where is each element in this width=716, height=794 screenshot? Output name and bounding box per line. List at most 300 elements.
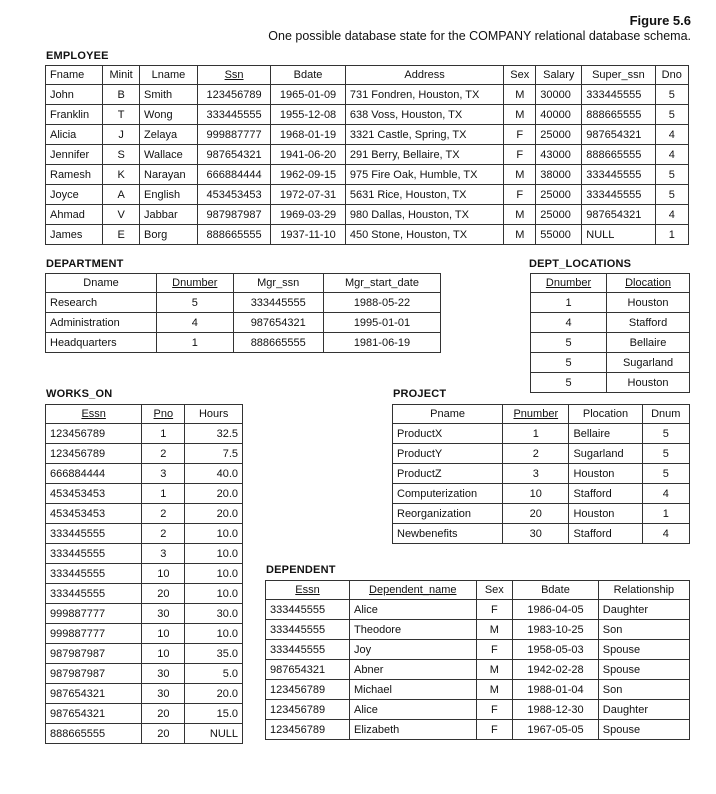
table-cell: 7.5 bbox=[185, 444, 243, 464]
table-cell: M bbox=[504, 205, 536, 225]
works-on-table bbox=[45, 404, 243, 744]
table-row bbox=[393, 504, 690, 524]
table-cell: 450 Stone, Houston, TX bbox=[345, 225, 503, 245]
table-cell: 123456789 bbox=[197, 85, 270, 105]
table-cell: 5 bbox=[642, 444, 689, 464]
column-header: Sex bbox=[476, 581, 513, 600]
table-row bbox=[46, 564, 243, 584]
table-cell: NULL bbox=[185, 724, 243, 744]
table-cell: 1995-01-01 bbox=[323, 313, 440, 333]
table-row bbox=[46, 664, 243, 684]
table-cell: Reorganization bbox=[393, 504, 503, 524]
table-cell: 15.0 bbox=[185, 704, 243, 724]
table-cell: 1 bbox=[503, 424, 569, 444]
table-cell: Stafford bbox=[569, 484, 642, 504]
table-row bbox=[46, 624, 243, 644]
table-cell: Borg bbox=[140, 225, 198, 245]
table-cell: Ahmad bbox=[46, 205, 103, 225]
table-cell: 666884444 bbox=[197, 165, 270, 185]
table-cell: 638 Voss, Houston, TX bbox=[345, 105, 503, 125]
table-cell: 30 bbox=[142, 664, 185, 684]
table-cell: NULL bbox=[582, 225, 655, 245]
table-row bbox=[46, 333, 441, 353]
table-cell: 20.0 bbox=[185, 504, 243, 524]
table-cell: 10 bbox=[142, 624, 185, 644]
table-row bbox=[266, 700, 690, 720]
table-cell: 40.0 bbox=[185, 464, 243, 484]
table-cell: 5 bbox=[655, 185, 688, 205]
table-row bbox=[46, 444, 243, 464]
dependent-header-row bbox=[266, 581, 690, 600]
figure-number: Figure 5.6 bbox=[629, 13, 691, 28]
table-cell: 333445555 bbox=[46, 524, 142, 544]
table-cell: A bbox=[103, 185, 140, 205]
dependent-title: DEPENDENT bbox=[266, 564, 336, 576]
table-cell: J bbox=[103, 125, 140, 145]
table-cell: 5 bbox=[531, 373, 607, 393]
table-cell: Bellaire bbox=[607, 333, 690, 353]
table-cell: 1937-11-10 bbox=[271, 225, 346, 245]
table-row bbox=[46, 684, 243, 704]
table-row bbox=[46, 105, 689, 125]
table-row bbox=[46, 293, 441, 313]
table-cell: 1986-04-05 bbox=[513, 600, 599, 620]
table-cell: Houston bbox=[569, 464, 642, 484]
column-header: Dnumber bbox=[157, 274, 234, 293]
table-cell: 5 bbox=[531, 333, 607, 353]
table-cell: F bbox=[504, 185, 536, 205]
table-row bbox=[266, 640, 690, 660]
table-cell: 987654321 bbox=[197, 145, 270, 165]
table-cell: 1983-10-25 bbox=[513, 620, 599, 640]
table-cell: F bbox=[504, 145, 536, 165]
table-cell: 25000 bbox=[536, 205, 582, 225]
table-cell: 1988-01-04 bbox=[513, 680, 599, 700]
table-cell: 32.5 bbox=[185, 424, 243, 444]
table-cell: 20 bbox=[142, 704, 185, 724]
table-row bbox=[46, 644, 243, 664]
table-cell: 1969-03-29 bbox=[271, 205, 346, 225]
table-cell: 1 bbox=[531, 293, 607, 313]
column-header: Address bbox=[345, 66, 503, 85]
employee-title: EMPLOYEE bbox=[46, 50, 109, 62]
table-cell: K bbox=[103, 165, 140, 185]
table-cell: 1967-05-05 bbox=[513, 720, 599, 740]
table-cell: 123456789 bbox=[266, 700, 350, 720]
table-cell: 1962-09-15 bbox=[271, 165, 346, 185]
table-row bbox=[46, 165, 689, 185]
table-cell: 888665555 bbox=[582, 145, 655, 165]
table-cell: Theodore bbox=[350, 620, 477, 640]
table-cell: 5631 Rice, Houston, TX bbox=[345, 185, 503, 205]
table-cell: 5.0 bbox=[185, 664, 243, 684]
department-title: DEPARTMENT bbox=[46, 258, 124, 270]
table-cell: Newbenefits bbox=[393, 524, 503, 544]
column-header: Dnumber bbox=[531, 274, 607, 293]
department-header-row bbox=[46, 274, 441, 293]
table-cell: 2 bbox=[142, 444, 185, 464]
table-cell: S bbox=[103, 145, 140, 165]
table-cell: M bbox=[476, 660, 513, 680]
table-row bbox=[46, 85, 689, 105]
table-cell: 3321 Castle, Spring, TX bbox=[345, 125, 503, 145]
table-row bbox=[266, 660, 690, 680]
table-cell: 5 bbox=[642, 464, 689, 484]
table-cell: F bbox=[504, 125, 536, 145]
table-cell: 35.0 bbox=[185, 644, 243, 664]
table-cell: 5 bbox=[655, 85, 688, 105]
table-cell: 3 bbox=[142, 544, 185, 564]
table-row bbox=[46, 544, 243, 564]
table-cell: 987987987 bbox=[46, 644, 142, 664]
table-row bbox=[393, 424, 690, 444]
table-cell: 3 bbox=[142, 464, 185, 484]
table-cell: 1 bbox=[157, 333, 234, 353]
table-cell: Spouse bbox=[598, 720, 689, 740]
table-cell: 453453453 bbox=[46, 484, 142, 504]
table-cell: ProductY bbox=[393, 444, 503, 464]
table-row bbox=[46, 484, 243, 504]
table-cell: M bbox=[476, 620, 513, 640]
table-cell: Daughter bbox=[598, 600, 689, 620]
column-header: Salary bbox=[536, 66, 582, 85]
table-cell: 1955-12-08 bbox=[271, 105, 346, 125]
table-cell: 987654321 bbox=[233, 313, 323, 333]
table-row bbox=[46, 584, 243, 604]
table-row bbox=[46, 205, 689, 225]
table-cell: 30.0 bbox=[185, 604, 243, 624]
table-row bbox=[46, 524, 243, 544]
table-cell: 123456789 bbox=[266, 680, 350, 700]
table-cell: Computerization bbox=[393, 484, 503, 504]
table-cell: 2 bbox=[142, 504, 185, 524]
column-header: Super_ssn bbox=[582, 66, 655, 85]
table-row bbox=[393, 484, 690, 504]
table-cell: 333445555 bbox=[266, 620, 350, 640]
table-cell: ProductZ bbox=[393, 464, 503, 484]
column-header: Relationship bbox=[598, 581, 689, 600]
column-header: Dependent_name bbox=[350, 581, 477, 600]
table-cell: 10.0 bbox=[185, 584, 243, 604]
table-cell: 55000 bbox=[536, 225, 582, 245]
table-cell: Smith bbox=[140, 85, 198, 105]
table-cell: 333445555 bbox=[233, 293, 323, 313]
table-row bbox=[46, 464, 243, 484]
table-row bbox=[531, 333, 690, 353]
table-cell: 987654321 bbox=[582, 125, 655, 145]
table-cell: 999887777 bbox=[46, 604, 142, 624]
table-cell: 453453453 bbox=[197, 185, 270, 205]
table-cell: Joyce bbox=[46, 185, 103, 205]
works-on-header-row bbox=[46, 405, 243, 424]
column-header: Dno bbox=[655, 66, 688, 85]
table-cell: 10.0 bbox=[185, 564, 243, 584]
table-cell: 888665555 bbox=[233, 333, 323, 353]
table-cell: 1981-06-19 bbox=[323, 333, 440, 353]
table-cell: M bbox=[504, 225, 536, 245]
table-cell: 333445555 bbox=[266, 640, 350, 660]
table-cell: M bbox=[504, 85, 536, 105]
table-cell: 1988-12-30 bbox=[513, 700, 599, 720]
table-cell: 333445555 bbox=[46, 564, 142, 584]
table-cell: 333445555 bbox=[582, 85, 655, 105]
table-cell: 987987987 bbox=[46, 664, 142, 684]
column-header: Ssn bbox=[197, 66, 270, 85]
table-cell: 4 bbox=[655, 145, 688, 165]
project-table bbox=[392, 404, 690, 544]
table-cell: 20 bbox=[142, 724, 185, 744]
table-cell: Alice bbox=[350, 600, 477, 620]
table-cell: 1958-05-03 bbox=[513, 640, 599, 660]
table-cell: Narayan bbox=[140, 165, 198, 185]
column-header: Mgr_start_date bbox=[323, 274, 440, 293]
project-title: PROJECT bbox=[393, 388, 447, 400]
table-row bbox=[531, 313, 690, 333]
table-cell: 333445555 bbox=[46, 544, 142, 564]
table-cell: 2 bbox=[142, 524, 185, 544]
table-cell: 43000 bbox=[536, 145, 582, 165]
table-row bbox=[266, 600, 690, 620]
table-cell: Alice bbox=[350, 700, 477, 720]
table-cell: M bbox=[504, 165, 536, 185]
table-cell: 5 bbox=[157, 293, 234, 313]
table-cell: 453453453 bbox=[46, 504, 142, 524]
table-cell: 987654321 bbox=[582, 205, 655, 225]
table-cell: 980 Dallas, Houston, TX bbox=[345, 205, 503, 225]
table-cell: Bellaire bbox=[569, 424, 642, 444]
table-cell: 30000 bbox=[536, 85, 582, 105]
column-header: Essn bbox=[266, 581, 350, 600]
table-row bbox=[46, 125, 689, 145]
table-cell: F bbox=[476, 720, 513, 740]
column-header: Hours bbox=[185, 405, 243, 424]
table-cell: 30 bbox=[142, 684, 185, 704]
table-cell: 5 bbox=[642, 424, 689, 444]
dependent-table bbox=[265, 580, 690, 740]
table-row bbox=[393, 524, 690, 544]
table-cell: 333445555 bbox=[582, 165, 655, 185]
column-header: Dnum bbox=[642, 405, 689, 424]
table-cell: Research bbox=[46, 293, 157, 313]
table-cell: Franklin bbox=[46, 105, 103, 125]
table-cell: 1968-01-19 bbox=[271, 125, 346, 145]
table-cell: 1965-01-09 bbox=[271, 85, 346, 105]
table-cell: James bbox=[46, 225, 103, 245]
table-cell: 4 bbox=[531, 313, 607, 333]
column-header: Plocation bbox=[569, 405, 642, 424]
table-cell: 25000 bbox=[536, 125, 582, 145]
table-cell: Son bbox=[598, 680, 689, 700]
table-row bbox=[46, 604, 243, 624]
table-cell: 333445555 bbox=[46, 584, 142, 604]
table-cell: 2 bbox=[503, 444, 569, 464]
column-header: Pnumber bbox=[503, 405, 569, 424]
table-cell: 333445555 bbox=[266, 600, 350, 620]
table-row bbox=[531, 373, 690, 393]
table-row bbox=[393, 464, 690, 484]
table-cell: 987987987 bbox=[197, 205, 270, 225]
table-cell: 10.0 bbox=[185, 524, 243, 544]
table-cell: 975 Fire Oak, Humble, TX bbox=[345, 165, 503, 185]
table-cell: V bbox=[103, 205, 140, 225]
table-cell: 999887777 bbox=[197, 125, 270, 145]
table-cell: 888665555 bbox=[197, 225, 270, 245]
table-cell: M bbox=[504, 105, 536, 125]
table-cell: 4 bbox=[157, 313, 234, 333]
table-cell: Spouse bbox=[598, 660, 689, 680]
table-cell: English bbox=[140, 185, 198, 205]
table-cell: Ramesh bbox=[46, 165, 103, 185]
table-cell: Son bbox=[598, 620, 689, 640]
table-cell: Elizabeth bbox=[350, 720, 477, 740]
table-cell: B bbox=[103, 85, 140, 105]
table-cell: 10 bbox=[142, 564, 185, 584]
table-row bbox=[46, 145, 689, 165]
column-header: Pno bbox=[142, 405, 185, 424]
table-cell: 1 bbox=[142, 424, 185, 444]
department-table bbox=[45, 273, 441, 353]
table-cell: 123456789 bbox=[46, 424, 142, 444]
table-cell: 1942-02-28 bbox=[513, 660, 599, 680]
dept-locations-header-row bbox=[531, 274, 690, 293]
table-cell: 333445555 bbox=[197, 105, 270, 125]
table-cell: 4 bbox=[642, 484, 689, 504]
table-cell: 10 bbox=[142, 644, 185, 664]
table-cell: Houston bbox=[607, 373, 690, 393]
table-row bbox=[266, 620, 690, 640]
table-cell: 5 bbox=[531, 353, 607, 373]
table-row bbox=[266, 720, 690, 740]
table-cell: 38000 bbox=[536, 165, 582, 185]
employee-table bbox=[45, 65, 689, 245]
table-cell: 987654321 bbox=[266, 660, 350, 680]
table-cell: 1972-07-31 bbox=[271, 185, 346, 205]
table-cell: 30 bbox=[142, 604, 185, 624]
table-cell: Jabbar bbox=[140, 205, 198, 225]
table-cell: Administration bbox=[46, 313, 157, 333]
table-cell: Houston bbox=[607, 293, 690, 313]
table-cell: 4 bbox=[655, 125, 688, 145]
table-cell: F bbox=[476, 640, 513, 660]
table-cell: F bbox=[476, 700, 513, 720]
table-cell: Stafford bbox=[569, 524, 642, 544]
table-cell: 1 bbox=[642, 504, 689, 524]
table-cell: Houston bbox=[569, 504, 642, 524]
table-row bbox=[266, 680, 690, 700]
table-row bbox=[46, 225, 689, 245]
table-cell: 1941-06-20 bbox=[271, 145, 346, 165]
table-cell: Sugarland bbox=[569, 444, 642, 464]
table-cell: Zelaya bbox=[140, 125, 198, 145]
table-cell: 10 bbox=[503, 484, 569, 504]
employee-header-row bbox=[46, 66, 689, 85]
table-cell: 987654321 bbox=[46, 684, 142, 704]
table-cell: Headquarters bbox=[46, 333, 157, 353]
column-header: Minit bbox=[103, 66, 140, 85]
dept-locations-title: DEPT_LOCATIONS bbox=[529, 258, 632, 270]
column-header: Essn bbox=[46, 405, 142, 424]
table-cell: John bbox=[46, 85, 103, 105]
table-row bbox=[531, 293, 690, 313]
table-cell: 20 bbox=[142, 584, 185, 604]
table-cell: 1 bbox=[655, 225, 688, 245]
column-header: Pname bbox=[393, 405, 503, 424]
column-header: Sex bbox=[504, 66, 536, 85]
table-cell: 4 bbox=[642, 524, 689, 544]
table-cell: 10.0 bbox=[185, 544, 243, 564]
table-cell: Wong bbox=[140, 105, 198, 125]
works-on-title: WORKS_ON bbox=[46, 388, 113, 400]
table-cell: Joy bbox=[350, 640, 477, 660]
table-row bbox=[46, 724, 243, 744]
table-cell: 666884444 bbox=[46, 464, 142, 484]
table-cell: 1 bbox=[142, 484, 185, 504]
table-cell: Wallace bbox=[140, 145, 198, 165]
table-cell: 291 Berry, Bellaire, TX bbox=[345, 145, 503, 165]
project-header-row bbox=[393, 405, 690, 424]
table-row bbox=[46, 704, 243, 724]
table-cell: ProductX bbox=[393, 424, 503, 444]
figure-caption: One possible database state for the COMPANY relational database schema. bbox=[268, 29, 691, 43]
column-header: Fname bbox=[46, 66, 103, 85]
table-row bbox=[46, 424, 243, 444]
table-cell: Spouse bbox=[598, 640, 689, 660]
table-row bbox=[46, 313, 441, 333]
table-cell: 333445555 bbox=[582, 185, 655, 205]
table-cell: F bbox=[476, 600, 513, 620]
table-cell: 5 bbox=[655, 165, 688, 185]
column-header: Dname bbox=[46, 274, 157, 293]
table-cell: Abner bbox=[350, 660, 477, 680]
table-cell: 123456789 bbox=[46, 444, 142, 464]
table-cell: 25000 bbox=[536, 185, 582, 205]
table-cell: Michael bbox=[350, 680, 477, 700]
table-cell: Sugarland bbox=[607, 353, 690, 373]
table-cell: Alicia bbox=[46, 125, 103, 145]
dept-locations-table bbox=[530, 273, 690, 393]
table-row bbox=[393, 444, 690, 464]
column-header: Dlocation bbox=[607, 274, 690, 293]
table-row bbox=[46, 185, 689, 205]
table-cell: 5 bbox=[655, 105, 688, 125]
column-header: Bdate bbox=[513, 581, 599, 600]
table-cell: Stafford bbox=[607, 313, 690, 333]
column-header: Bdate bbox=[271, 66, 346, 85]
table-cell: Jennifer bbox=[46, 145, 103, 165]
table-cell: 3 bbox=[503, 464, 569, 484]
table-cell: M bbox=[476, 680, 513, 700]
table-cell: 20.0 bbox=[185, 684, 243, 704]
table-cell: E bbox=[103, 225, 140, 245]
table-cell: 123456789 bbox=[266, 720, 350, 740]
table-cell: 999887777 bbox=[46, 624, 142, 644]
table-cell: 10.0 bbox=[185, 624, 243, 644]
table-cell: 40000 bbox=[536, 105, 582, 125]
table-cell: 987654321 bbox=[46, 704, 142, 724]
table-row bbox=[531, 353, 690, 373]
table-cell: 731 Fondren, Houston, TX bbox=[345, 85, 503, 105]
table-cell: T bbox=[103, 105, 140, 125]
column-header: Lname bbox=[140, 66, 198, 85]
table-cell: 20.0 bbox=[185, 484, 243, 504]
table-cell: 888665555 bbox=[582, 105, 655, 125]
table-cell: 1988-05-22 bbox=[323, 293, 440, 313]
table-row bbox=[46, 504, 243, 524]
table-cell: 888665555 bbox=[46, 724, 142, 744]
column-header: Mgr_ssn bbox=[233, 274, 323, 293]
table-cell: 30 bbox=[503, 524, 569, 544]
table-cell: Daughter bbox=[598, 700, 689, 720]
